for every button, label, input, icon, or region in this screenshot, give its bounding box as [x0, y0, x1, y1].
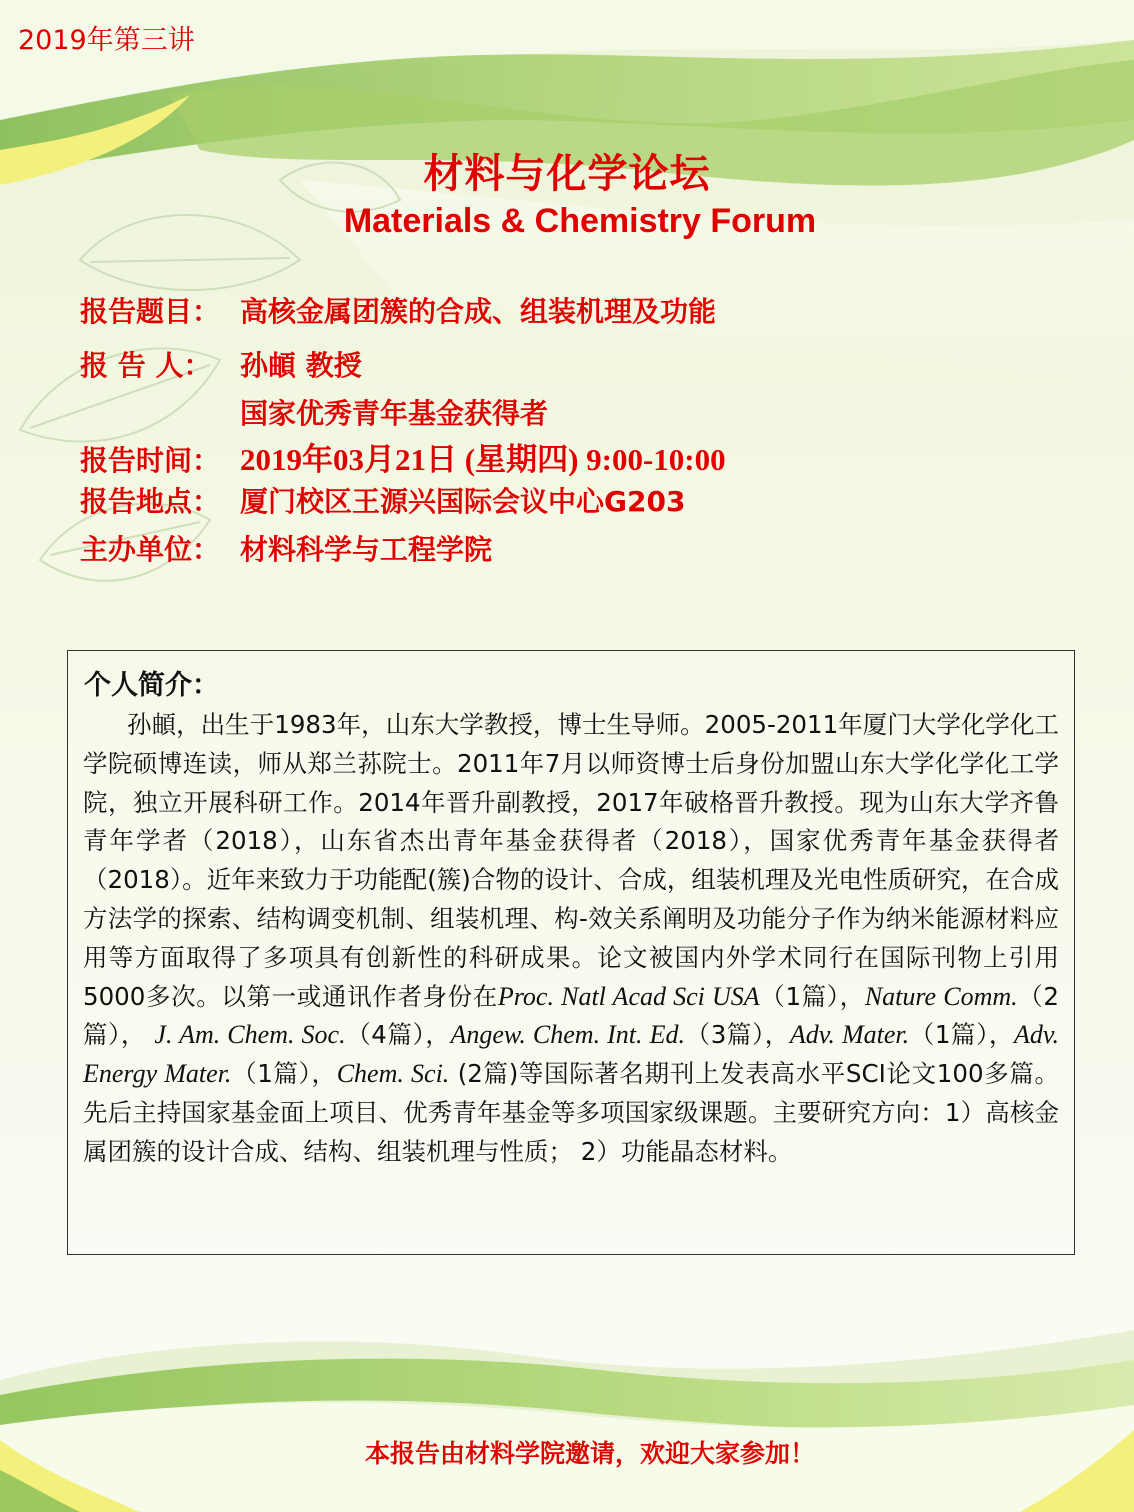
count-jacs: （4篇），	[345, 1020, 451, 1050]
topic-value: 高核金属团簇的合成、组装机理及功能	[240, 295, 717, 328]
time-label: 报告时间：	[80, 444, 221, 477]
bio-heading: 个人简介：	[84, 670, 219, 701]
count-adv-energy-mater: （1篇），	[231, 1059, 337, 1089]
journal-adv-energy-mater: Adv. Energy Mater.	[83, 1020, 1060, 1089]
host-label: 主办单位：	[80, 533, 221, 566]
speaker-value: 孙頔 教授	[240, 349, 362, 382]
bio-text	[83, 706, 1059, 1172]
topic-label: 报告题目：	[80, 295, 221, 328]
speaker-row	[80, 344, 362, 384]
footer-invitation: 本报告由材料学院邀请，欢迎大家参加！	[364, 1439, 815, 1468]
forum-title-cn: 材料与化学论坛	[423, 151, 711, 197]
bio-box	[67, 650, 1075, 1255]
place-value: 厦门校区王源兴国际会议中心G203	[240, 485, 686, 518]
speaker-honor: 国家优秀青年基金获得者	[240, 397, 549, 430]
journal-adv-mater: Adv. Mater.	[789, 1020, 910, 1050]
place-row	[80, 480, 685, 520]
count-nature-comm: （2篇），	[83, 981, 1059, 1050]
journal-jacs: J. Am. Chem. Soc.	[154, 1020, 346, 1050]
journal-nature-comm: Nature Comm.	[864, 981, 1018, 1011]
count-angew: （3篇），	[685, 1020, 790, 1050]
speaker-label: 报 告 人：	[80, 349, 212, 382]
journal-angew: Angew. Chem. Int. Ed.	[450, 1020, 686, 1050]
journal-chem-sci: Chem. Sci.	[336, 1059, 450, 1089]
bio-paragraph-1: 孙頔，出生于1983年，山东大学教授，博士生导师。2005-2011年厦门大学化学化工学院硕博连读，师从郑兰荪院士。2011年7月以师资博士后身份加盟山东大学化学化工学院，独立开展科研工作。2014年晋升副教授，2017年破格晋升教授。现为山东大学齐鲁青年学者（2018），山东省杰出青年基金获得者（2018），国家优秀青年基金获得者（2018）。近年来致力于功能配(簇)合物的设计、合成，组装机理及光电性质研究，在合成方法学的探索、结构调变机制、组装机理、构-效关系阐明及功能分子作为纳米能源材料应用等方面取得了多项具有创新性的科研成果。论文被国内外学术同行在国际刊物上引用5000多次。以第一或通讯作者身份在	[83, 710, 1059, 1011]
topic-row	[80, 290, 716, 330]
time-row	[80, 434, 726, 479]
forum-title-en: Materials & Chemistry Forum	[343, 202, 817, 240]
count-adv-mater: （1篇），	[909, 1020, 1015, 1050]
bio-paragraph-2: (2篇)等国际著名期刊上发表高水平SCI论文100多篇。先后主持国家基金面上项目、优秀青年基金等多项国家级课题。主要研究方向：1）高核金属团簇的设计合成、结构、组装机理与性质； 2）功能晶态材料。	[83, 1059, 1060, 1166]
host-value: 材料科学与工程学院	[240, 533, 493, 566]
host-row	[80, 528, 492, 568]
place-label: 报告地点：	[80, 485, 221, 518]
count-pnas: （1篇），	[759, 981, 865, 1011]
journal-pnas: Proc. Natl Acad Sci USA	[497, 981, 760, 1011]
time-value: 2019年03月21日 (星期四) 9:00-10:00	[240, 442, 726, 477]
lecture-number: 2019年第三讲	[18, 25, 195, 56]
